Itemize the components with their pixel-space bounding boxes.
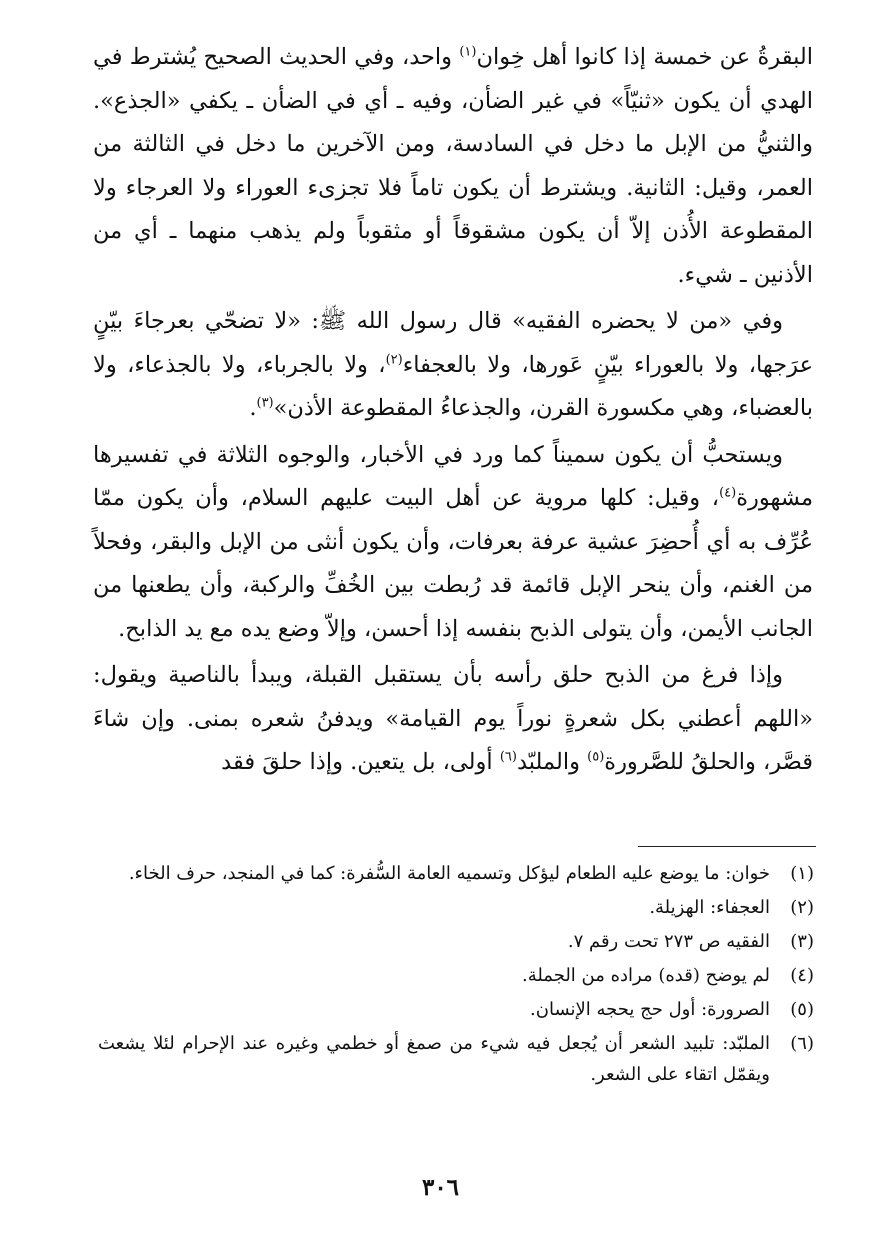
footnotes <box>98 858 814 1093</box>
paragraph-text: وفي «من لا يحضره الفقيه» قال رسول الله ﷺ: «لا تضحّي بعرجاءَ بيّنٍ عرَجها، ولا بالعوراء بيّنٍ عَورها، ولا بالعجفاء <box>93 308 814 378</box>
paragraph-1 <box>93 36 813 297</box>
footnote-1 <box>98 858 814 889</box>
paragraph-text: والملبّد <box>516 749 588 775</box>
footnote-marker-5: (٥) <box>587 749 605 765</box>
paragraph-text: وإذا فرغ من الذبح حلق رأسه بأن يستقبل القبلة، ويبدأ بالناصية ويقول: «اللهم أعطني بكل شعرةٍ نوراً يوم القيامة» ويدفنُ شعره بمنى. وإن شاءَ قصَّر، والحلقُ للصَّرورة <box>93 662 813 775</box>
paragraph-2 <box>93 300 813 431</box>
footnote-marker-3: (٣) <box>256 395 274 411</box>
paragraph-text: ، وقيل: كلها مروية عن أهل البيت عليهم السلام، وأن يكون ممّا عُرِّف به أي أُحضِرَ عشية عرفة بعرفات، وأن يكون أنثى من الإبل والبقر، وفحلاً من الغنم، وأن ينحر الإبل قائمة قد رُبطت بين الخُفِّ والركبة، وأن يطعنها من الجانب الأيمن، وأن يتولى الذبح بنفسه إذا أحسن، وإلاّ وضع يده مع يد الذابح. <box>93 485 813 642</box>
footnote-3 <box>98 926 814 957</box>
paragraph-text: ، ولا بالجرباء، ولا بالجذعاء، ولا بالعضباء، وهي مكسورة القرن، والجذعاءُ المقطوعة الأذن» <box>93 351 813 421</box>
footnote-number: (٦) <box>790 1033 814 1054</box>
footnote-separator <box>638 846 816 847</box>
footnote-number: (٢) <box>790 897 814 918</box>
paragraph-text: البقرةُ عن خمسة إذا كانوا أهل خِوان <box>476 44 814 70</box>
footnote-marker-1: (١) <box>459 44 477 60</box>
paragraph-text: أولى، بل يتعين. وإذا حلقَ فقد <box>221 749 500 775</box>
paragraph-3 <box>93 434 813 652</box>
footnote-6 <box>98 1028 814 1090</box>
footnote-text: لم يوضح (قده) مراده من الجملة. <box>521 965 770 986</box>
page-number: ٣٠٦ <box>421 1174 460 1201</box>
footnote-number: (٥) <box>790 999 814 1020</box>
footnote-5 <box>98 994 814 1025</box>
footnote-text: العجفاء: الهزيلة. <box>649 897 770 918</box>
footnote-marker-2: (٢) <box>385 352 403 367</box>
paragraph-text: ويستحبُّ أن يكون سميناً كما ورد في الأخبار، والوجوه الثلاثة في تفسيرها مشهورة <box>93 441 813 511</box>
footnote-number: (٤) <box>790 965 814 986</box>
footnote-number: (٣) <box>790 931 814 952</box>
footnote-text: الفقيه ص ٢٧٣ تحت رقم ٧. <box>567 931 770 952</box>
footnote-marker-6: (٦) <box>499 749 517 765</box>
footnote-text: الصرورة: أول حج يحجه الإنسان. <box>530 999 770 1020</box>
footnote-4 <box>98 960 814 991</box>
footnote-text: الملبّد: تلبيد الشعر أن يُجعل فيه شيء من صمغ أو خطمي وغيره عند الإحرام لئلا يشعث ويقمّل اتقاء على الشعر. <box>98 1033 770 1085</box>
main-text-body <box>93 36 813 785</box>
paragraph-text: واحد، وفي الحديث الصحيح يُشترط في الهدي أن يكون «ثنيّاً» في غير الضأن، وفيه ـ أي في الضأن ـ يكفي «الجذع». والثنيُّ من الإبل ما دخل في السادسة، ومن الآخرين ما دخل في الثالثة من العمر، وقيل: الثانية. ويشترط أن يكون تاماً فلا تجزىء العوراء ولا العرجاء ولا المقطوعة الأُذن إلاّ أن يكون مشقوقاً أو مثقوباً ولم يذهب منهما ـ أي من الأذنين ـ شيء. <box>93 44 813 288</box>
footnote-marker-4: (٤) <box>719 485 737 501</box>
paragraph-4 <box>93 654 813 785</box>
footnote-2 <box>98 892 814 923</box>
footnote-number: (١) <box>790 863 814 884</box>
paragraph-text: . <box>249 395 257 421</box>
footnote-text: خوان: ما يوضع عليه الطعام ليؤكل وتسميه العامة السُّفرة: كما في المنجد، حرف الخاء. <box>128 863 770 884</box>
